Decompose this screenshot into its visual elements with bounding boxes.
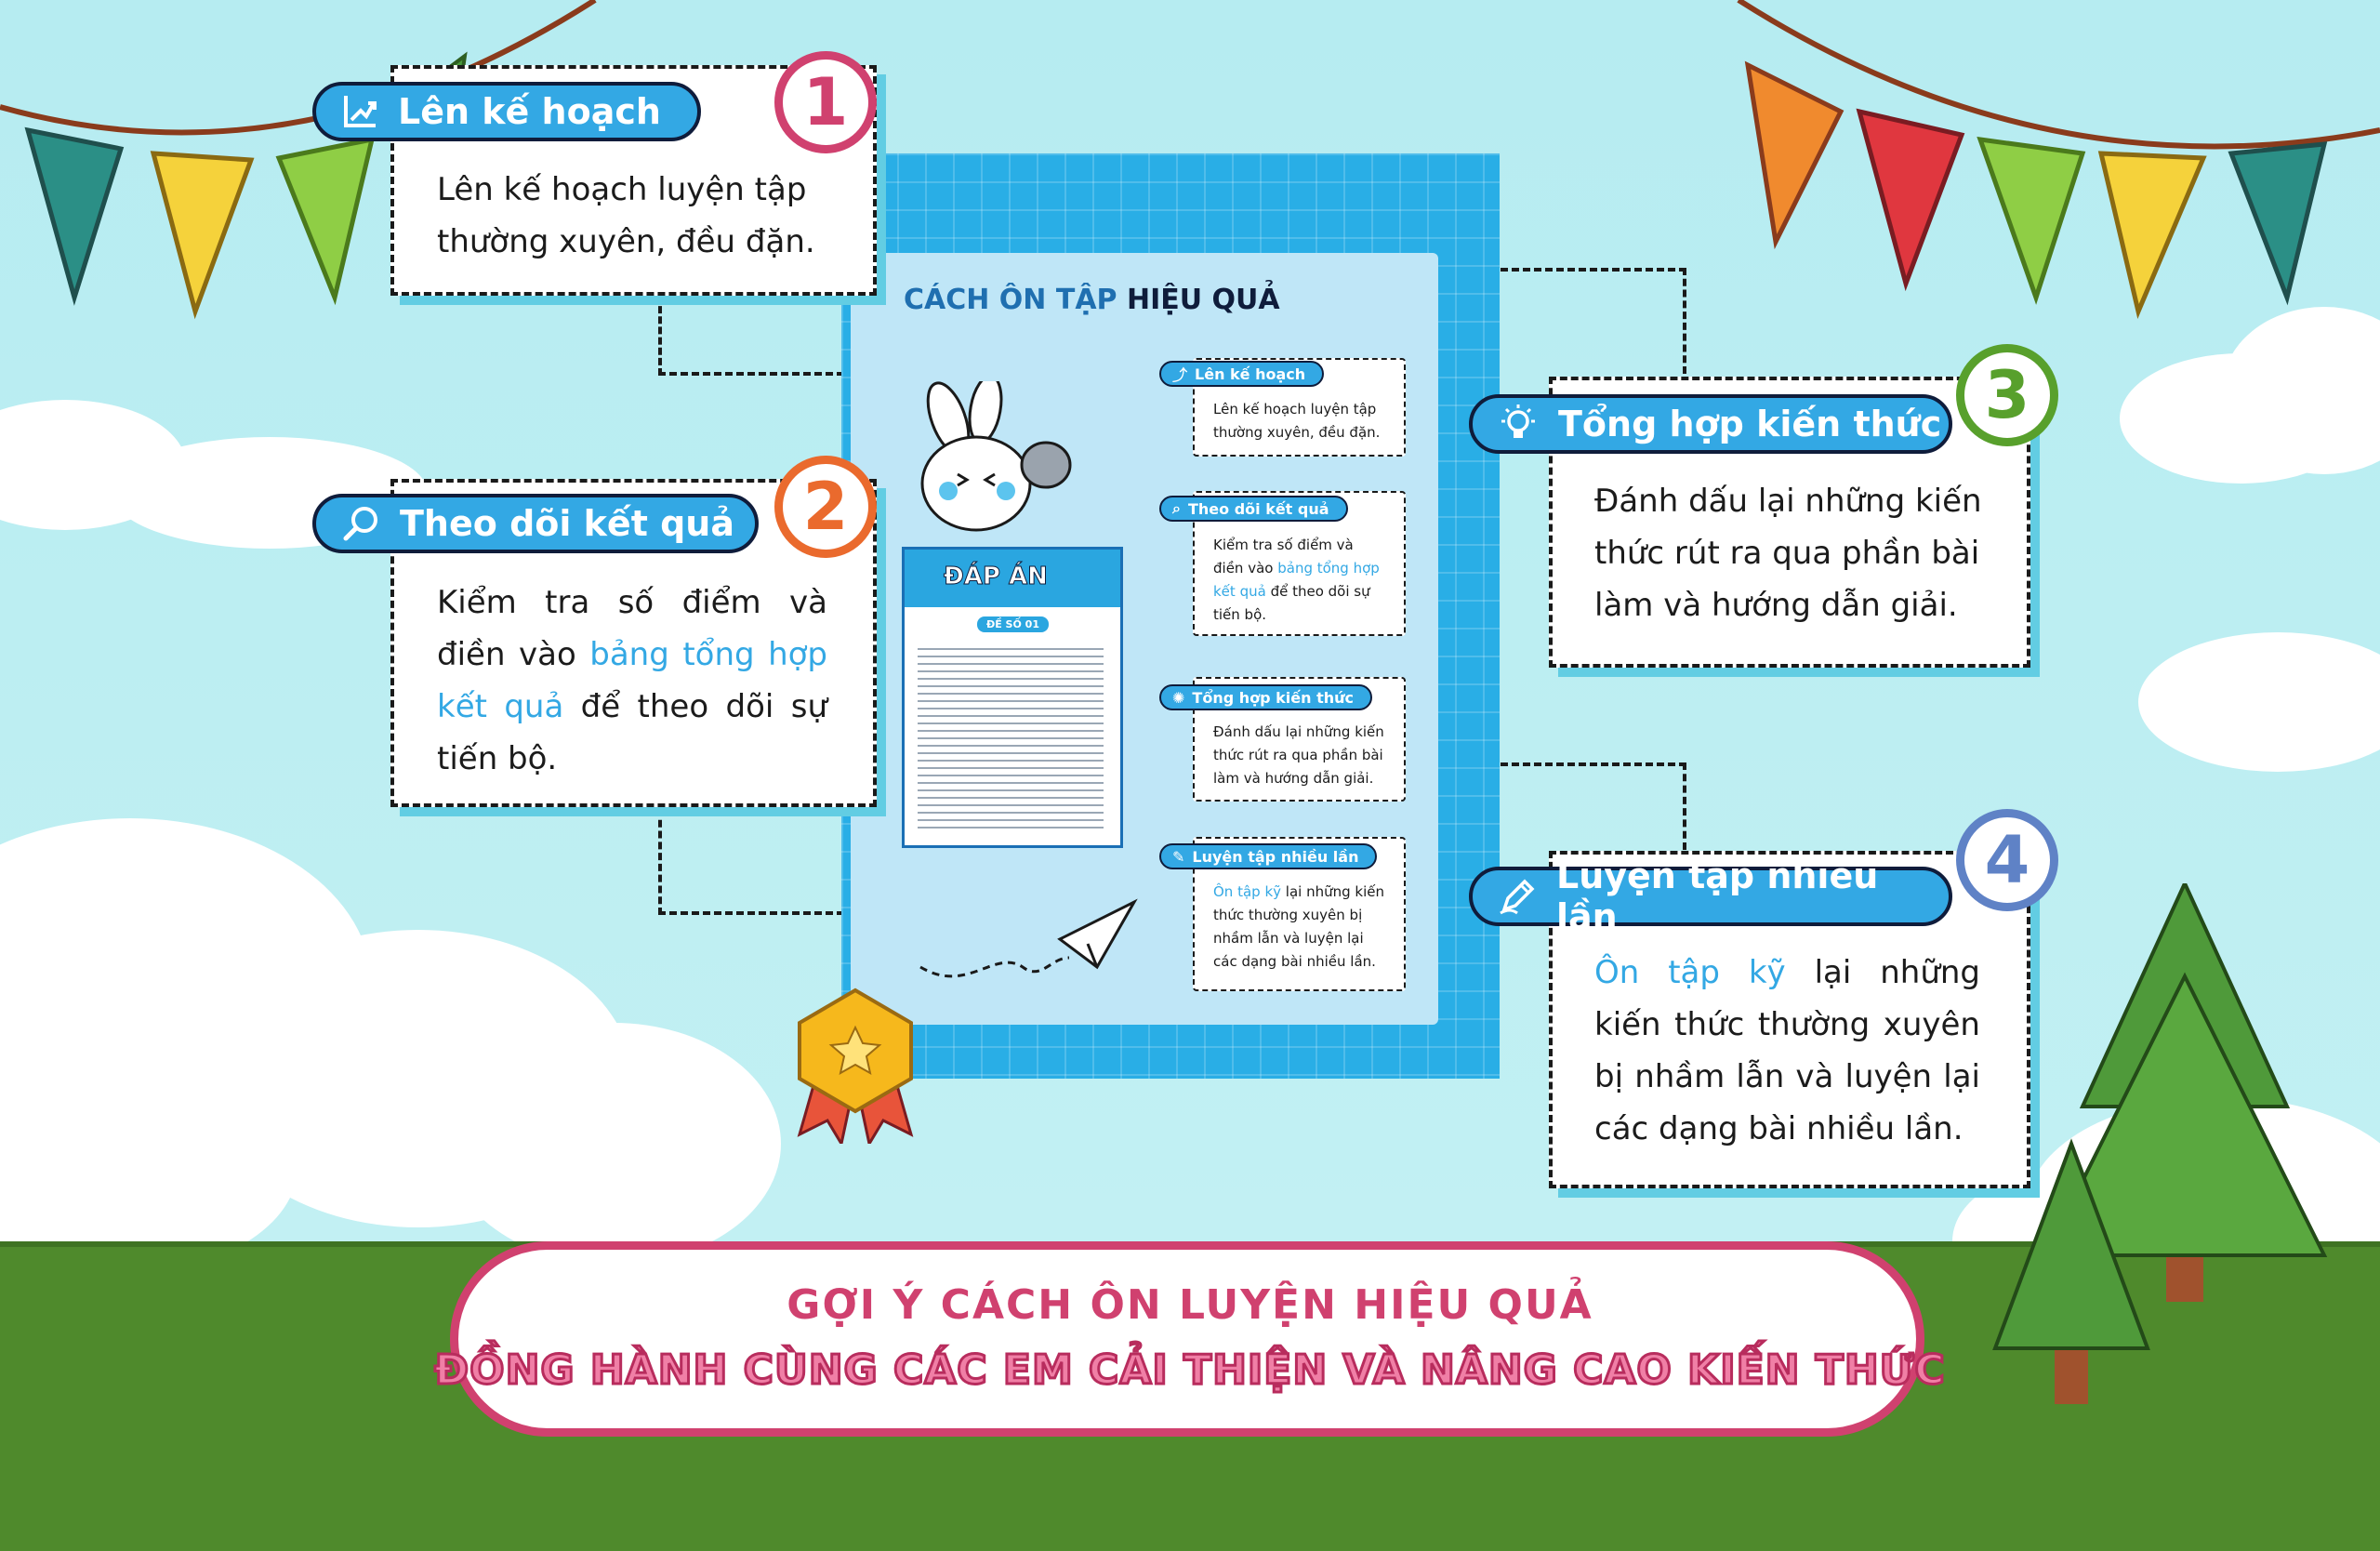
step-4-text: Ôn tập kỹ lại những kiến thức thường xuyên bị nhầm lẫn và luyện lại các dạng bài nhiều lần.: [1594, 954, 1981, 1147]
step-2-number-badge: 2: [774, 456, 877, 558]
mini-magnifier-icon: ⌕: [1172, 499, 1181, 517]
step-1-number-badge: 1: [774, 51, 877, 153]
mini-lightbulb-icon: ✺: [1172, 688, 1185, 707]
step-1-text: Lên kế hoạch luyện tập thường xuyên, đều đặn.: [437, 171, 815, 260]
step-2-text: Kiểm tra số điểm và điền vào bảng tổng hợp kết quả để theo dõi sự tiến bộ.: [437, 584, 828, 777]
step-2-title: Theo dõi kết quả: [400, 503, 734, 544]
mini-pill-2: ⌕ Theo dõi kết quả: [1159, 496, 1348, 522]
pen-icon: [1497, 876, 1538, 917]
chart-growth-icon: [340, 92, 379, 131]
answer-sheet: [902, 547, 1123, 848]
mini-pill-1: ⤴ Lên kế hoạch: [1159, 361, 1324, 387]
mini-pill-3: ✺ Tổng hợp kiến thức: [1159, 684, 1372, 710]
mini-chart-icon: ⤴: [1172, 365, 1188, 384]
step-3-number-badge: 3: [1956, 344, 2058, 446]
step-4-title-pill: [1469, 855, 1952, 937]
bottom-banner: [450, 1241, 1924, 1437]
connector-1: [658, 296, 844, 376]
connector-2: [658, 809, 844, 915]
mini-text-1: Lên kế hoạch luyện tập thường xuyên, đều đặn.: [1213, 401, 1381, 441]
mini-pen-icon: ✎: [1172, 847, 1185, 866]
answer-sheet-subtitle: ĐỀ SỐ 01: [977, 616, 1049, 632]
connector-3: [1501, 268, 1686, 374]
mini-text-4: Ôn tập kỹ lại những kiến thức thường xuyên bị nhầm lẫn và luyện lại các dạng bài nhiều lần.: [1213, 883, 1384, 970]
document-title: CÁCH ÔN TẬP HIỆU QUẢ: [904, 284, 1280, 316]
step-1-title-pill: [312, 82, 701, 141]
medal-icon: [781, 986, 930, 1144]
mini-text-2: Kiểm tra số điểm và điền vào bảng tổng hợp kết quả để theo dõi sự tiến bộ.: [1213, 537, 1380, 623]
answer-sheet-lines: [918, 643, 1104, 829]
mini-pill-4: ✎ Luyện tập nhiều lần: [1159, 843, 1377, 869]
bunny-mascot-icon: [920, 381, 1088, 539]
mini-text-3: Đánh dấu lại những kiến thức rút ra qua phần bài làm và hướng dẫn giải.: [1213, 723, 1384, 787]
step-3-title-pill: [1469, 394, 1952, 454]
step-3-text: Đánh dấu lại những kiến thức rút ra qua phần bài làm và hướng dẫn giải.: [1594, 483, 1982, 624]
step-1-title: Lên kế hoạch: [398, 91, 661, 132]
lightbulb-icon: [1497, 403, 1540, 445]
step-3-title: Tổng hợp kiến thức: [1558, 404, 1942, 444]
step-2-title-pill: [312, 494, 759, 553]
banner-line-1: GỢI Ý CÁCH ÔN LUYỆN HIỆU QUẢ: [787, 1281, 1593, 1329]
step-4-title: Luyện tập nhiều lần: [1556, 855, 1879, 937]
banner-line-2: ĐỒNG HÀNH CÙNG CÁC EM CẢI THIỆN VÀ NÂNG CAO KIẾN THỨC: [434, 1346, 1946, 1394]
step-4-number-badge: 4: [1956, 809, 2058, 911]
connector-4: [1501, 762, 1686, 850]
magnifier-icon: [340, 503, 381, 544]
paper-plane-icon: [911, 893, 1153, 1004]
answer-sheet-title: ĐÁP ÁN: [944, 563, 1048, 590]
